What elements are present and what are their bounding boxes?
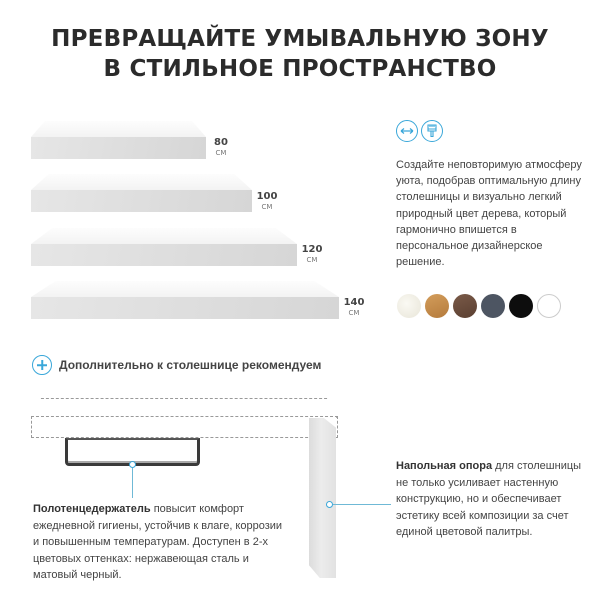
plus-icon [32,355,52,375]
feature-icons [396,120,443,142]
size-label-140: 140 СМ [343,297,365,317]
title-line-2: В СТИЛЬНОЕ ПРОСТРАНСТВО [103,56,497,82]
slab-140 [31,281,339,319]
towel-holder-title: Полотенцедержатель [33,503,151,515]
swatch-graphite[interactable] [481,294,505,318]
width-arrows-icon [396,120,418,142]
slab-100 [31,174,252,212]
floor-support-title: Напольная опора [396,460,493,472]
recommend-heading [32,355,321,375]
slab-120 [31,228,297,266]
swatch-white[interactable] [537,294,561,318]
color-swatches [397,294,561,318]
floor-support-illustration [309,418,336,578]
recommend-label: Дополнительно к столешнице рекомендуем [59,358,322,372]
towel-holder-leader-line [132,468,133,498]
slab-80 [31,121,206,159]
towel-holder-description: Полотенцедержатель повысит комфорт ежедневной гигиены, устойчив к влаге, коррозии и повышенным температурам. Доступен в 2-х цветовых оттенках: нержавеющая сталь и матовый черный. [33,503,283,582]
swatch-oak[interactable] [425,294,449,318]
countertop-outline-top [31,398,337,418]
title-line-1: ПРЕВРАЩАЙТЕ УМЫВАЛЬНУЮ ЗОНУ [51,26,549,52]
page-title [0,24,600,84]
swatch-cream[interactable] [397,294,421,318]
swatch-black[interactable] [509,294,533,318]
size-label-80: 80 СМ [214,137,228,157]
paint-brush-icon [421,120,443,142]
floor-support-description: Напольная опора для столешницы не только усиливает настенную конструкцию, но и обеспечивает эстетику всей композиции за счет единой цветовой палитры. [396,460,582,539]
floor-support-marker [326,501,333,508]
towel-holder-marker [129,461,136,468]
size-label-100: 100 СМ [256,191,278,211]
feature-description: Создайте неповторимую атмосферу уюта, подобрав оптимальную длину столешницы и визуально легкий природный цвет дерева, который гармонично впишется в персональное дизайнерское решение. [396,159,582,269]
countertop-outline-front [31,416,338,438]
floor-support-leader-line [333,504,391,505]
swatch-walnut[interactable] [453,294,477,318]
size-label-120: 120 СМ [301,244,323,264]
